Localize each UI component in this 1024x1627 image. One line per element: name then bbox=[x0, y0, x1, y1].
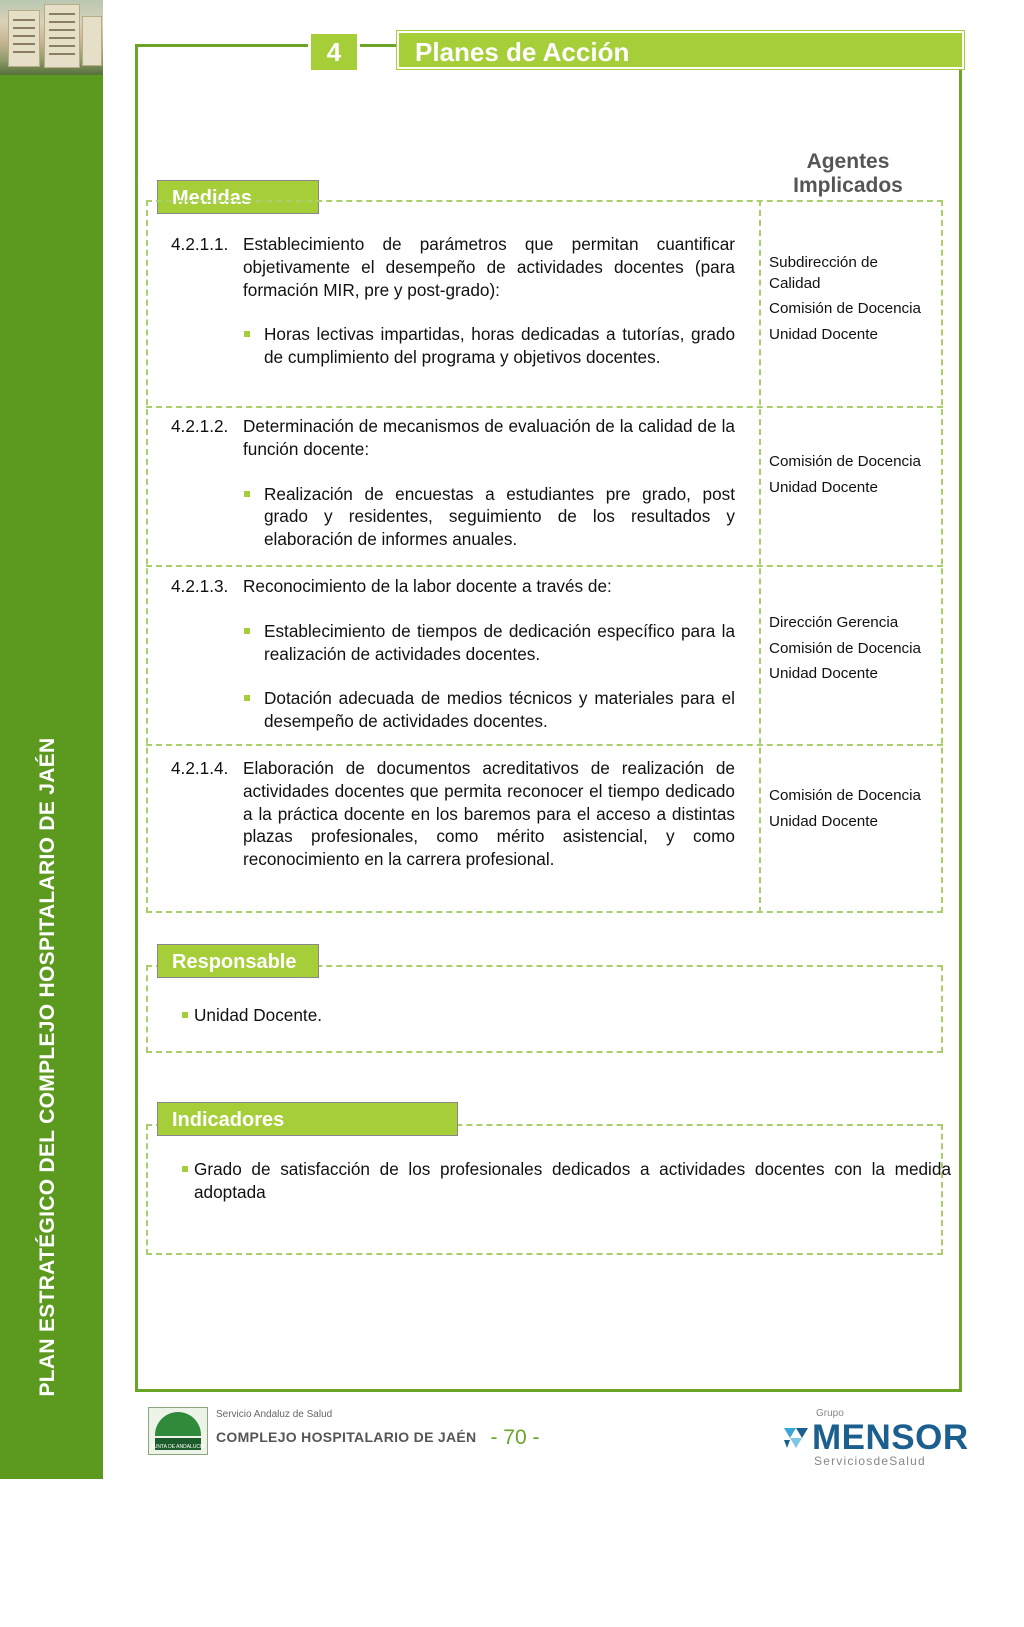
bullet-square-icon bbox=[182, 1012, 188, 1018]
sas-logo bbox=[148, 1407, 477, 1455]
measure-4-2-1-4 bbox=[171, 757, 735, 871]
list-item: Realización de encuestas a estudiantes pre grado, post grado y residentes, seguimiento de los resultados y elaboración de informes anuales. bbox=[171, 483, 735, 551]
row-separator bbox=[146, 565, 943, 567]
bullet-square-icon bbox=[244, 628, 250, 634]
agents-heading bbox=[760, 150, 936, 198]
mensor-mark-icon bbox=[782, 1424, 810, 1452]
measure-code: 4.2.1.2. bbox=[171, 416, 229, 436]
agent-item: Dirección Gerencia bbox=[769, 614, 899, 631]
responsable-item: Unidad Docente. bbox=[171, 1004, 934, 1027]
hospital-photo bbox=[0, 0, 103, 75]
measure-text: Determinación de mecanismos de evaluación de la calidad de la función docente: bbox=[243, 416, 735, 459]
indicadores-item: Grado de satisfacción de los profesionales dedicados a actividades docentes con la medida adoptada bbox=[171, 1158, 951, 1204]
medidas-label: Medidas bbox=[157, 180, 319, 214]
measures-table-divider bbox=[759, 200, 761, 913]
agent-item: Comisión de Docencia bbox=[769, 787, 921, 804]
document-vertical-title: PLAN ESTRATÉGICO DEL COMPLEJO HOSPITALARIO DE JAÉN bbox=[36, 737, 59, 1397]
agent-item: Subdirección de Calidad bbox=[769, 254, 878, 292]
agents-4-2-1-1 bbox=[769, 253, 929, 350]
agent-item: Unidad Docente bbox=[769, 665, 878, 682]
agent-item: Unidad Docente bbox=[769, 812, 878, 830]
measure-4-2-1-1 bbox=[171, 233, 735, 369]
bullet-square-icon bbox=[244, 331, 250, 337]
agents-heading-line2: Implicados bbox=[793, 174, 903, 197]
list-item: Establecimiento de tiempos de dedicación específico para la realización de actividades docentes. bbox=[171, 620, 735, 666]
left-sidebar bbox=[0, 0, 103, 1479]
measure-text: Elaboración de documentos acreditativos de realización de actividades docentes que permita reconocer el tiempo dedicado a la práctica docente en los baremos para el acceso a distintas plazas profesionales, como mérito asistencial, y como reconocimiento en la carrera profesional. bbox=[243, 758, 735, 870]
chapter-number: 4 bbox=[308, 31, 360, 73]
agents-4-2-1-4 bbox=[769, 786, 929, 837]
agents-4-2-1-2 bbox=[769, 452, 929, 503]
list-item: Dotación adecuada de medios técnicos y materiales para el desempeño de actividades docentes. bbox=[171, 687, 735, 733]
agents-heading-line1: Agentes bbox=[806, 150, 890, 173]
agent-item: Comisión de Docencia bbox=[769, 300, 921, 317]
mensor-subtitle: ServiciosdeSalud bbox=[814, 1454, 926, 1468]
agent-item: Unidad Docente bbox=[769, 325, 878, 343]
measure-code: 4.2.1.3. bbox=[171, 576, 229, 596]
measure-4-2-1-2 bbox=[171, 415, 735, 551]
responsable-label: Responsable bbox=[157, 944, 319, 978]
agent-item: Comisión de Docencia bbox=[769, 639, 921, 657]
chapter-title: Planes de Acción bbox=[397, 31, 964, 69]
sas-name: Servicio Andaluz de Salud bbox=[216, 1409, 333, 1420]
measure-code: 4.2.1.1. bbox=[171, 234, 229, 254]
list-item: Horas lectivas impartidas, horas dedicadas a tutorías, grado de cumplimiento del programa y objetivos docentes. bbox=[171, 323, 735, 369]
bullet-square-icon bbox=[244, 491, 250, 497]
bullet-square-icon bbox=[244, 695, 250, 701]
hospital-name: COMPLEJO HOSPITALARIO DE JAÉN bbox=[216, 1429, 477, 1445]
agent-item: Unidad Docente bbox=[769, 478, 878, 496]
mensor-wordmark: MENSOR bbox=[812, 1418, 969, 1457]
mensor-grupo-text: Grupo bbox=[816, 1408, 844, 1419]
bullet-square-icon bbox=[182, 1166, 188, 1172]
junta-andalucia-emblem-icon: JUNTA DE ANDALUCIA bbox=[148, 1407, 208, 1455]
row-separator bbox=[146, 744, 943, 746]
indicadores-label: Indicadores bbox=[157, 1102, 458, 1136]
row-separator bbox=[146, 406, 943, 408]
measure-4-2-1-3 bbox=[171, 575, 735, 733]
measure-text: Establecimiento de parámetros que permitan cuantificar objetivamente el desempeño de actividades docentes (para formación MIR, pre y post-grado): bbox=[243, 234, 735, 300]
measure-text: Reconocimiento de la labor docente a través de: bbox=[243, 576, 612, 596]
page-number: - 70 - bbox=[490, 1426, 540, 1449]
agent-item: Comisión de Docencia bbox=[769, 453, 921, 470]
mensor-logo bbox=[782, 1408, 969, 1470]
agents-4-2-1-3 bbox=[769, 613, 929, 690]
measure-code: 4.2.1.4. bbox=[171, 758, 229, 778]
